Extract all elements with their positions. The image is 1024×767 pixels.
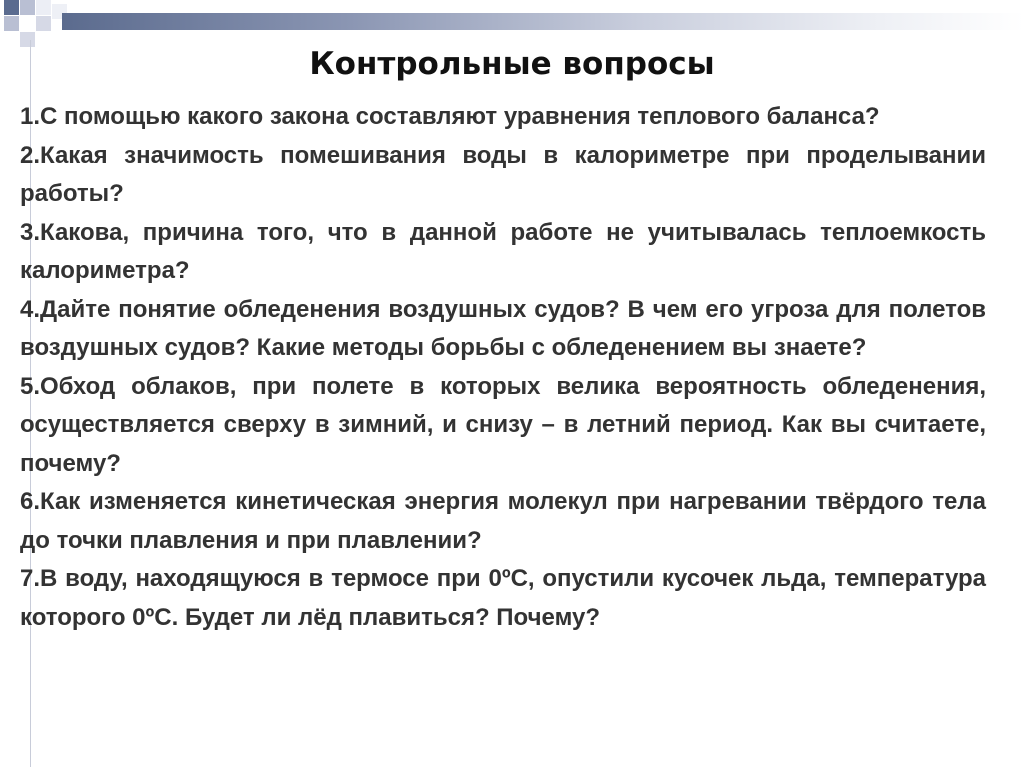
question-2: 2.Какая значимость помешивания воды в калориметре при проделывании работы? — [20, 141, 986, 207]
decor-square — [36, 16, 51, 31]
question-4: 4.Дайте понятие обледенения воздушных судов? В чем его угроза для полетов воздушных судов? Какие методы борьбы с обледенением вы знаете? — [20, 295, 986, 361]
question-1: 1.С помощью какого закона составляют уравнения теплового баланса? — [20, 103, 880, 130]
decor-square — [4, 16, 19, 31]
decor-square — [36, 0, 51, 15]
question-5: 5.Обход облаков, при полете в которых велика вероятность обледенения, осуществляется сверху в зимний, и снизу – в летний период. Как вы считаете, почему? — [20, 372, 986, 477]
header-gradient-bar — [62, 13, 1024, 30]
decor-square — [20, 0, 35, 15]
decor-square — [4, 0, 19, 15]
decor-square — [20, 32, 35, 47]
slide-title: Контрольные вопросы — [309, 46, 715, 82]
question-7: 7.В воду, находящуюся в термосе при 0ºС, опустили кусочек льда, температура которого 0ºС. Будет ли лёд плавиться? Почему? — [20, 565, 986, 631]
question-list — [20, 98, 986, 637]
question-6: 6.Как изменяется кинетическая энергия молекул при нагревании твёрдого тела до точки плавления и при плавлении? — [20, 488, 986, 554]
question-3: 3.Какова, причина того, что в данной работе не учитывалась теплоемкость калориметра? — [20, 218, 986, 284]
